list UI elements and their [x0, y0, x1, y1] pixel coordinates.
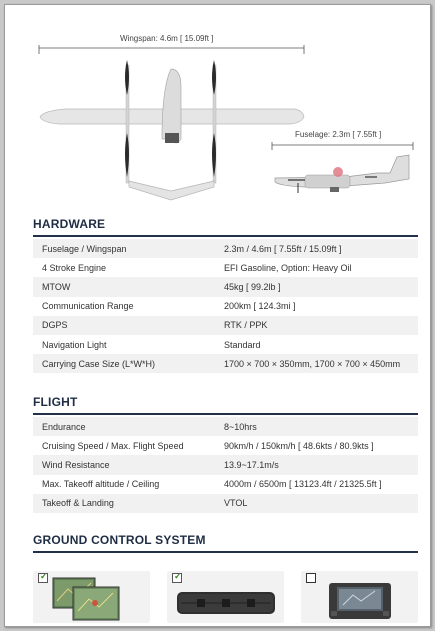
gcs-card-software	[33, 571, 150, 623]
fuselage-label: Fuselage: 2.3m [ 7.55ft ]	[295, 130, 382, 139]
gcs-card-station	[301, 571, 418, 623]
table-row	[33, 335, 418, 354]
check-icon: ✓	[174, 571, 182, 581]
wingspan-label: Wingspan: 4.6m [ 15.09ft ]	[120, 34, 214, 43]
spec-key: Cruising Speed / Max. Flight Speed	[42, 440, 184, 451]
table-row	[33, 494, 418, 513]
spec-value: 8~10hrs	[224, 421, 257, 432]
spec-value: EFI Gasoline, Option: Heavy Oil	[224, 262, 352, 273]
spec-key: Communication Range	[42, 301, 134, 312]
hardware-title: HARDWARE	[33, 217, 418, 237]
drone-illustration	[5, 5, 430, 213]
table-row	[33, 436, 418, 455]
spec-key: Takeoff & Landing	[42, 498, 114, 509]
spec-value: 2.3m / 4.6m [ 7.55ft / 15.09ft ]	[224, 243, 342, 254]
table-row	[33, 258, 418, 277]
carrying-case-icon	[167, 571, 284, 623]
spec-value: 4000m / 6500m [ 13123.4ft / 21325.5ft ]	[224, 479, 382, 490]
spec-key: Max. Takeoff altitude / Ceiling	[42, 479, 160, 490]
spec-value: 13.9~17.1m/s	[224, 459, 279, 470]
spec-key: Endurance	[42, 421, 86, 432]
spec-key: Navigation Light	[42, 339, 107, 350]
drone-top-view	[40, 60, 304, 200]
spec-value: VTOL	[224, 498, 248, 509]
gcs-card-case	[167, 571, 284, 623]
ground-station-icon	[301, 571, 418, 623]
flight-title: FLIGHT	[33, 395, 418, 415]
table-row	[33, 297, 418, 316]
table-row	[33, 239, 418, 258]
hardware-table	[33, 239, 418, 373]
spec-value: 45kg [ 99.2lb ]	[224, 281, 281, 292]
spec-key: Carrying Case Size (L*W*H)	[42, 358, 156, 369]
table-row	[33, 417, 418, 436]
drone-views	[5, 5, 430, 213]
check-icon: ✓	[40, 571, 48, 581]
table-row	[33, 277, 418, 296]
table-row	[33, 475, 418, 494]
drone-side-view	[275, 155, 409, 193]
gcs-cards	[33, 571, 418, 627]
map-software-icon	[33, 571, 150, 623]
spec-key: 4 Stroke Engine	[42, 262, 107, 273]
table-row	[33, 455, 418, 474]
spec-value: RTK / PPK	[224, 320, 268, 331]
spec-key: Wind Resistance	[42, 459, 110, 470]
spec-value: 200km [ 124.3mi ]	[224, 301, 296, 312]
spec-value: 90km/h / 150km/h [ 48.6kts / 80.9kts ]	[224, 440, 374, 451]
spec-key: DGPS	[42, 320, 68, 331]
spec-key: Fuselage / Wingspan	[42, 243, 127, 254]
table-row	[33, 354, 418, 373]
wingspan-dimension-line	[39, 45, 304, 54]
spec-value: Standard	[224, 339, 261, 350]
fuselage-dimension-line	[272, 142, 413, 150]
flight-table	[33, 417, 418, 513]
table-row	[33, 316, 418, 335]
gcs-title: GROUND CONTROL SYSTEM	[33, 533, 418, 553]
flight-section	[33, 395, 418, 513]
spec-value: 1700 × 700 × 350mm, 1700 × 700 × 450mm	[224, 358, 401, 369]
gcs-section	[33, 533, 418, 553]
spec-key: MTOW	[42, 281, 71, 292]
hardware-section	[33, 217, 418, 373]
spec-sheet	[4, 4, 431, 627]
